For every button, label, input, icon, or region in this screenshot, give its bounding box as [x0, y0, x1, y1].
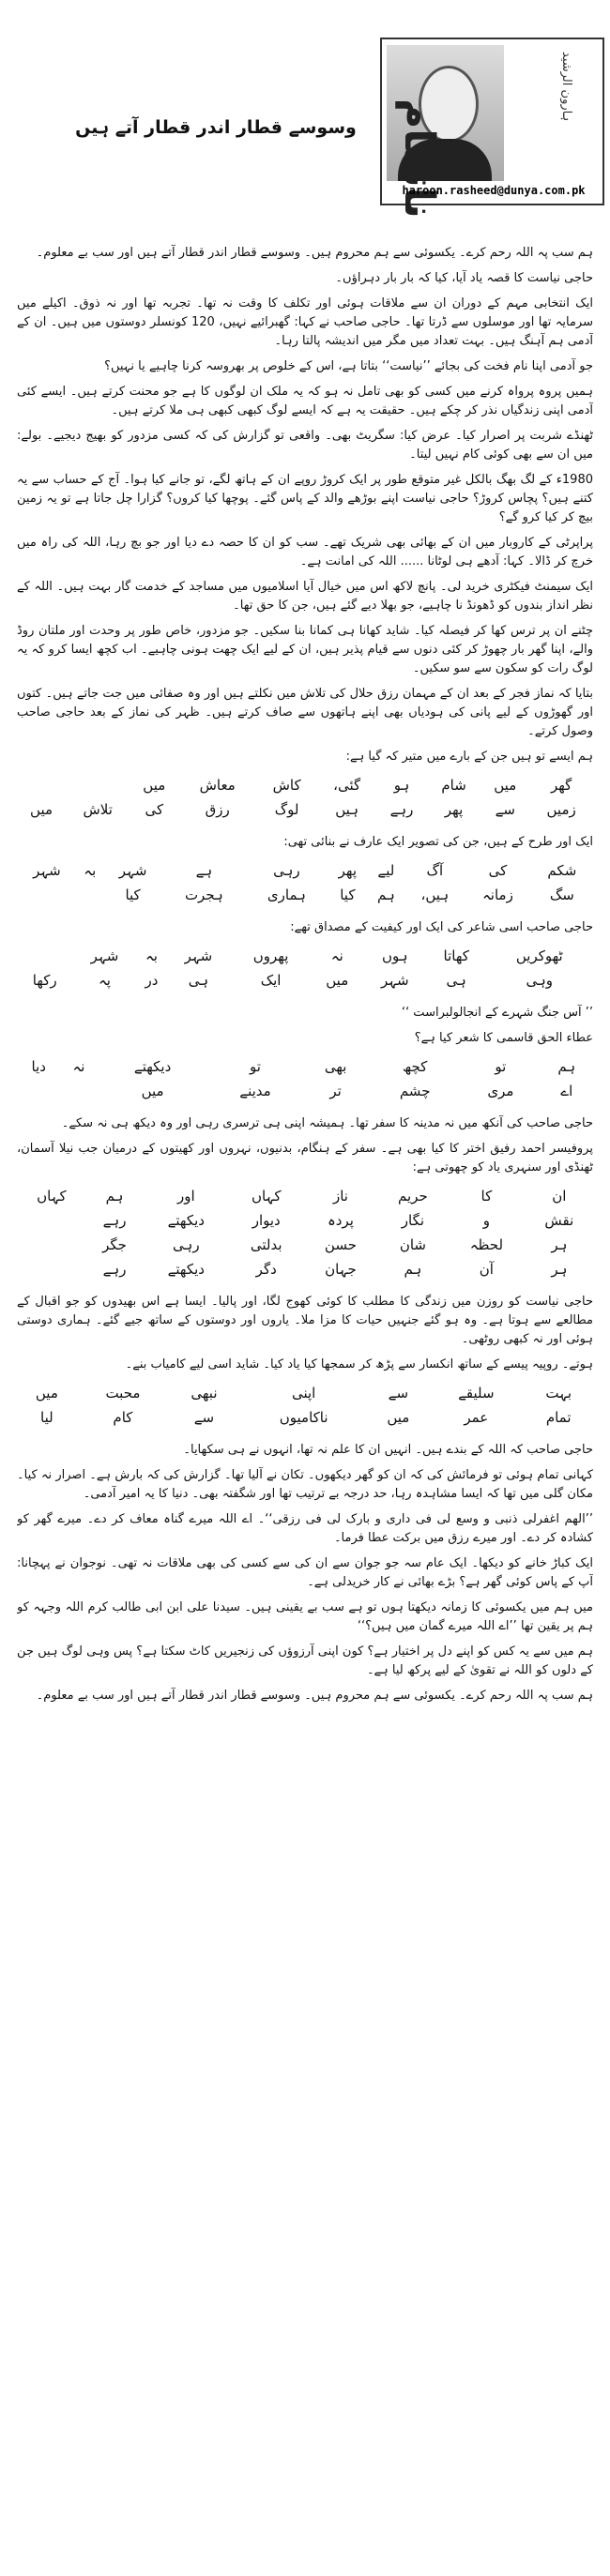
verse-word: دیکھتے — [133, 1058, 172, 1075]
verse-word: ہیں — [335, 801, 358, 818]
verse-word: ہوں — [382, 947, 408, 964]
verse-word: جگر — [102, 1236, 127, 1253]
verse-line — [17, 773, 593, 797]
verse-word: کاش — [272, 777, 301, 794]
verse-word: و — [482, 1212, 490, 1229]
verse-line — [17, 797, 593, 822]
verse-word: تلاش — [83, 801, 113, 818]
verse-word: رہی — [173, 1236, 200, 1253]
paragraph: ایک اور طرح کے ہیں، جن کی تصویر ایک عارف نے بنائی تھی: — [283, 835, 593, 849]
verse-word: بھی — [324, 1058, 347, 1075]
paragraph: ایک سیمنٹ فیکٹری خرید لی۔ پانچ لاکھ اس میں خیال آیا اسلامیوں میں مساجد کے خدمت گار بہت ہیں۔ اللہ کے نظر انداز بندوں کو ڈھونڈ نا چاہیے، جو بھلا دیے گئے ہیں، جن کا حق تھا۔ — [17, 580, 593, 613]
article-body — [17, 244, 593, 2556]
verse-line — [17, 1233, 593, 1257]
verse-word: حسن — [324, 1236, 357, 1253]
verse-word: ٹھوکریں — [515, 947, 563, 964]
verse-line — [17, 1054, 593, 1079]
verse-line — [17, 944, 593, 968]
verse-word: بدلتی — [250, 1236, 282, 1253]
verse-word: ایک — [260, 972, 282, 989]
verse-line — [17, 1208, 593, 1233]
verse-word: نبھی — [191, 1385, 218, 1402]
verse-word: میں — [387, 1409, 410, 1426]
verse-word: گھر — [550, 777, 572, 794]
verse-word: دیکھتے — [167, 1212, 205, 1229]
verse-word: میں — [494, 777, 517, 794]
verse-word: مری — [487, 1083, 514, 1099]
paragraph: چٹنے ان پر ترس کھا کر فیصلہ کیا۔ شاید کھانا ہی کمانا بنا سکیں۔ جو مزدور، خاص طور پر وحدت اور ملتان روڈ والے، اپنا گھر بار چھوڑ کر کئی دنوں سے قیام پذیر ہیں، ان کے لیے ایک چھت ہونی چاہیے۔ اب کچھ ایسا کرو کہ یہ لوگ رات کو سکون سے سو سکیں۔ — [17, 624, 593, 675]
verse-word: میں — [141, 1083, 164, 1099]
verse-word: ہے — [195, 862, 213, 879]
verse-word: رہے — [102, 1212, 127, 1229]
verse-word: تو — [495, 1058, 507, 1075]
verse-word: رہے — [389, 801, 414, 818]
verse-word: ہر — [551, 1261, 568, 1278]
verse-word: گئی، — [333, 777, 361, 794]
verse-word: ہجرت — [184, 886, 223, 903]
paragraph: ہم میں سے یہ کس کو اپنے دل پر اختیار ہے؟ کون اپنی آرزوؤں کی زنجیریں کاٹ سکتا ہے؟ پس وہی لوگ ہیں جن کے دلوں کو اللہ نے تقویٰ کے لیے پرکھ لیا ہے۔ — [17, 1644, 593, 1677]
verse-word: آگ — [426, 862, 444, 879]
verse-word: تمام — [545, 1409, 572, 1426]
verse-word: لیے — [377, 862, 395, 879]
paragraph: ہوتے۔ روپیہ پیسے کے ساتھ انکسار سے پڑھ کر سمجھا کیا یاد کیا۔ شاید اسی لیے کامیاب بنے۔ — [125, 1357, 593, 1371]
verse-word: حریم — [398, 1188, 428, 1205]
verse-word: وہی — [526, 972, 554, 989]
paragraph: ہم سب پہ اللہ رحم کرے۔ یکسوئی سے ہم محروم ہیں۔ وسوسے قطار اندر قطار آتے ہیں اور سب بے معلوم۔ — [36, 1689, 593, 1703]
verse-word: رزق — [205, 801, 230, 818]
verse-word: کہاں — [37, 1188, 67, 1205]
author-email[interactable]: haroon.rasheed@dunya.com.pk — [402, 184, 586, 197]
verse-word: شام — [441, 777, 466, 794]
verse-word: شکم — [547, 862, 577, 879]
verse-word: کی — [145, 801, 164, 818]
verse-word: میں — [35, 1385, 58, 1402]
verse-word: کیا — [340, 886, 356, 903]
verse-word: ہم — [105, 1188, 124, 1205]
verse-word: ہم — [404, 1261, 422, 1278]
verse-line — [17, 968, 593, 993]
author-name: ہارون الرشید — [559, 52, 573, 122]
verse-word: کھاتا — [443, 947, 469, 964]
paragraph: 1980ء کے لگ بھگ بالکل غیر متوقع طور پر ایک کروڑ روپے ان کے ہاتھ لگے، تو جانے کیا ہوا۔ آج کے حساب سے یہ کتنے ہیں؟ پچاس کروڑ؟ حاجی نیاست اپنے بوڑھے والد کے پاس گئے۔ پوچھا کیا کروں؟ گزارا چل جاتا ہے تو یہ زمین بیچ کر کیا کرو گے؟ — [17, 473, 593, 524]
verse-word: ہیں، — [420, 886, 450, 903]
verse-word: شہر — [118, 862, 147, 879]
verse-word: کا — [480, 1188, 493, 1205]
verse-word: بہت — [545, 1385, 572, 1402]
verse-word: عمر — [464, 1409, 489, 1426]
verse-word: دگر — [255, 1261, 277, 1278]
verse-word: نگار — [401, 1212, 425, 1229]
verse-word: تر — [329, 1083, 342, 1099]
verse-word: شان — [399, 1236, 426, 1253]
verse-word: رہے — [102, 1261, 127, 1278]
verse-word: شہر — [380, 972, 409, 989]
verse-word: دیا — [31, 1058, 46, 1075]
verse-line — [17, 883, 593, 907]
verse-word: کی — [488, 862, 508, 879]
paragraph: ہمیں پروہ پرواہ کرنے میں کسی کو بھی تامل نہ ہو کہ یہ ملک ان لوگوں کا ہے جو محنت کرتے ہیں۔ ایسے کئی آدمی اپنی زندگیاں نذر کر چکے ہیں۔ حقیقت یہ ہے کہ ایسے لوگ کبھی کبھی ہی ملا کرتے ہیں۔ — [17, 385, 593, 417]
verse-word: ہر — [551, 1236, 568, 1253]
column-header — [0, 0, 610, 230]
verse-word: چشم — [399, 1083, 431, 1099]
verse-line — [17, 1381, 593, 1405]
verse-word: شہر — [90, 947, 119, 964]
verse-block — [17, 944, 593, 993]
verse-word: ناکامیوں — [279, 1409, 328, 1426]
verse-word: شہر — [33, 862, 61, 879]
verse-word: مدینے — [239, 1083, 271, 1099]
paragraph: ایک کباڑ خانے کو دیکھا۔ ایک عام سہ جو جوان سے ان کی سے کسی کی بھی ملاقات نہ تھی۔ نوجوان نے پہچانا: آپ کے پاس کوئی گھر ہے؟ بڑے بھائی نے کار خریدلی ہے۔ — [17, 1556, 593, 1589]
verse-word: میں — [30, 801, 53, 818]
column-name: ناتمام — [395, 98, 443, 219]
verse-word: ہی — [446, 972, 466, 989]
verse-word: کام — [113, 1409, 133, 1426]
verse-word: دیکھتے — [167, 1261, 205, 1278]
verse-word: نہ — [72, 1058, 85, 1075]
verse-word: ہی — [188, 972, 209, 989]
paragraph: پروفیسر احمد رفیق اختر کا کیا بھی ہے۔ سفر کے ہنگام، بدنیوں، نہروں اور کھیتوں کے درمیان جب نیلا آسمان، ٹھنڈی اور سنہری یاد کو چھوتی ہے: — [17, 1142, 593, 1174]
verse-word: کیا — [125, 886, 141, 903]
paragraph: جو آدمی اپنا نام فخت کی بجائے ’’نیاست‘‘ بتاتا ہے، اس کے خلوص پر بھروسہ کرنا چاہیے یا نہیں؟ — [104, 359, 593, 373]
verse-block — [17, 858, 593, 907]
verse-word: ناز — [332, 1188, 348, 1205]
verse-word: پہ — [98, 972, 111, 989]
verse-word: کہاں — [251, 1188, 282, 1205]
verse-word: دیوار — [252, 1212, 281, 1229]
verse-word: ان — [552, 1188, 567, 1205]
verse-word: سے — [495, 801, 515, 818]
verse-word: اے — [560, 1083, 573, 1099]
verse-word: ہماری — [267, 886, 306, 903]
verse-word: کچھ — [402, 1058, 428, 1075]
verse-word: نہ — [330, 947, 343, 964]
verse-word: تو — [250, 1058, 261, 1075]
paragraph: کہانی تمام ہوئی تو فرمائش کی کہ ان کو گھر دیکھوں۔ تکان نے آلیا تھا۔ گزارش کی کہ بارش ہے۔ اصرار نہ کیا۔ مکان گلی میں تھا کہ ایسا مشاہدہ رہا، حد درجہ بے ترتیب تھا اور شگفتہ بھی۔ دنیا کا یہ امیر آدمی۔ — [17, 1468, 593, 1501]
verse-block — [17, 1184, 593, 1281]
verse-word: سے — [193, 1409, 215, 1426]
paragraph: حاجی صاحب کی آنکھ میں نہ مدینہ کا سفر تھا۔ ہمیشہ اپنی ہی ترسری رہی اور وہ دیکھ ہی نہ سکے۔ — [61, 1116, 593, 1130]
verse-word: جہان — [325, 1261, 357, 1278]
paragraph: ہم سب پہ اللہ رحم کرے۔ یکسوئی سے ہم محروم ہیں۔ وسوسے قطار اندر قطار آتے ہیں اور سب بے معلوم۔ — [36, 246, 593, 260]
verse-word: سے — [388, 1385, 409, 1402]
verse-block — [17, 1381, 593, 1430]
verse-word: ہو — [393, 777, 410, 794]
verse-line — [17, 1079, 593, 1103]
paragraph: حاجی نیاست کو روزن میں زندگی کا مطلب کا کوئی کھوج لگا، اور پالیا۔ ایسا ہے اس بھیدوں کو جو اقبال کے مطالعے سے ہوتا ہے۔ وہ ہو گئے جنہیں حیات کا مزا ملا۔ یاروں اور دوستوں کے ساتھ جیے گئے۔ ہماری دوستی ہوئی اور نہ کبھی روٹھی۔ — [17, 1295, 593, 1346]
verse-line — [17, 1184, 593, 1208]
verse-word: سلیقے — [458, 1385, 495, 1402]
verse-word: ہم — [557, 1058, 576, 1075]
verse-word: پھر — [338, 862, 358, 879]
verse-word: رکھا — [32, 972, 57, 989]
verse-block — [17, 1054, 593, 1103]
verse-word: بہ — [84, 862, 97, 879]
paragraph: ٹھنڈے شربت پر اصرار کیا۔ عرض کیا: سگریٹ بھی۔ واقعی تو گزارش کی کہ کسی مزدور کو بھیج دیجیے۔ بولے: میں ان سے بھی کوئی کام نہیں لیتا۔ — [17, 429, 593, 462]
verse-block — [17, 773, 593, 822]
paragraph: ایک انتخابی مہم کے دوران ان سے ملاقات ہوئی اور تکلف کا وقت نہ تھا۔ تجربہ تھا اور نہ ذوق۔ اکیلے میں سرمایہ تھا اور موسلوں سے ڈرتا تھا۔ حاجی صاحب نے کہا: گھبرائیے نہیں، 120 کونسلر دوستوں میں ہیں۔ ان کے آدمی ہم آہنگ ہیں۔ بہت تعداد میں مگر میں اندیشہ پالتا رہا۔ — [17, 296, 593, 348]
verse-word: رہی — [273, 862, 300, 879]
verse-line — [17, 1405, 593, 1430]
verse-word: میں — [143, 777, 166, 794]
paragraph: حاجی نیاست کا قصہ یاد آیا، کیا کہ بار بار دہراؤں۔ — [335, 271, 593, 285]
verse-word: لحظہ — [469, 1236, 504, 1253]
verse-word: لوگ — [274, 801, 299, 818]
verse-word: آن — [479, 1261, 494, 1278]
paragraph: حاجی صاحب کہ اللہ کے بندے ہیں۔ انہیں ان کا علم نہ تھا، انہوں نے ہی سکھایا۔ — [183, 1443, 593, 1457]
verse-word: اپنی — [291, 1385, 316, 1402]
paragraph: ہم ایسے تو ہیں جن کے بارے میں متیر کہ گیا ہے: — [345, 750, 593, 764]
paragraph: ’’ آس جنگ شہرے کے انجالولبراست ‘‘ — [401, 1006, 593, 1020]
paragraph: عطاء الحق قاسمی کا شعر کیا ہے؟ — [414, 1031, 593, 1045]
paragraph: حاجی صاحب اسی شاعر کی ایک اور کیفیت کے مصداق تھے: — [290, 920, 593, 934]
verse-word: لیا — [40, 1409, 53, 1426]
verse-word: بہ — [145, 947, 158, 964]
verse-word: نقش — [544, 1212, 574, 1229]
verse-word: زمیں — [546, 801, 576, 818]
verse-word: ہم — [376, 886, 395, 903]
verse-line — [17, 1257, 593, 1281]
verse-word: اور — [176, 1188, 195, 1205]
article-title: وسوسے قطار اندر قطار آتے ہیں — [75, 117, 357, 138]
verse-word: در — [145, 972, 159, 989]
paragraph: پراپرٹی کے کاروبار میں ان کے بھائی بھی شریک تھے۔ سب کو ان کا حصہ دے دیا اور جو بچ رہا، اللہ کی راہ میں خرچ کر ڈالا۔ کہا: آدھے ہی لوٹانا ...... اللہ کی امانت ہے۔ — [17, 536, 593, 568]
verse-word: شہر — [184, 947, 213, 964]
paragraph: میں ہم میں یکسوئی کا زمانہ دیکھتا ہوں تو ہے سب بے یقینی ہیں۔ سیدنا علی ابن ابی طالب کرم اللہ وجہہ کو ہم پر یقین تھا ’’اے اللہ میرے گمان میں ہیں؟‘‘ — [17, 1600, 593, 1633]
verse-line — [17, 858, 593, 883]
verse-word: معاش — [199, 777, 236, 794]
paragraph: بتایا کہ نماز فجر کے بعد ان کے مہمان رزق حلال کی تلاش میں نکلتے ہیں اور وہ صفائی میں جت جاتے ہیں۔ کتوں اور گھوڑوں کے لیے پانی کی ہودیاں بھی اپنے ہاتھوں سے صاف کرتے ہیں۔ ظہر کی نماز کے بعد حاجی صاحب وصول کرتے۔ — [17, 687, 593, 738]
verse-word: زمانہ — [482, 886, 513, 903]
verse-word: پھر — [444, 801, 464, 818]
verse-word: پھروں — [252, 947, 289, 964]
verse-word: سگ — [549, 886, 574, 903]
verse-word: پردہ — [327, 1212, 354, 1229]
paragraph: ’’الھم اغفرلی ذنبی و وسع لی فی داری و بارک لی فی رزقی‘‘۔ اے اللہ میرے گناہ معاف کر دے۔ میرے گھر کو کشادہ کر دے۔ اور میرے رزق میں برکت عطا فرما۔ — [17, 1512, 593, 1545]
verse-word: میں — [326, 972, 349, 989]
verse-word: محبت — [105, 1385, 141, 1402]
